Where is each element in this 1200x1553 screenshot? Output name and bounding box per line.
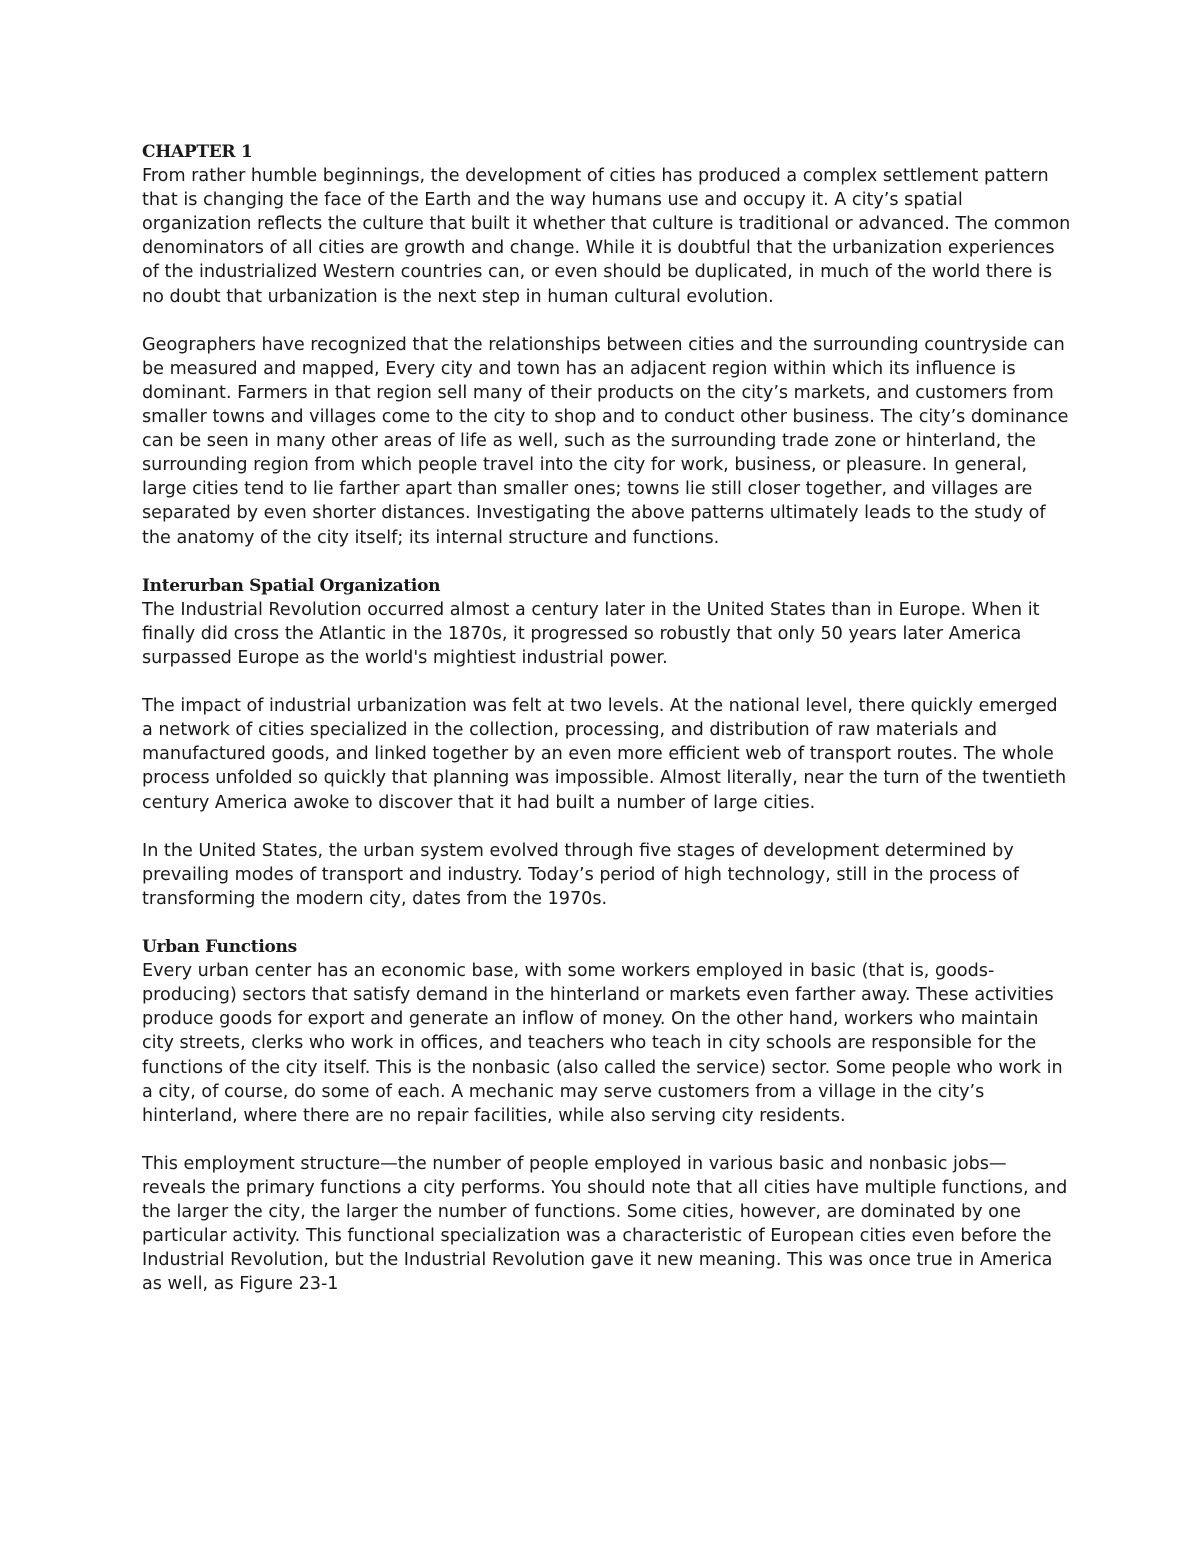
interurban-paragraph-1: The Industrial Revolution occurred almost a century later in the United States than in Europe. When it finally did cross the Atlantic in the 1870s, it progressed so robustly that only 50 years later America surpassed Europe as the world's mightiest industrial power. [142, 599, 1040, 668]
document-page [142, 140, 1072, 1321]
urban-functions-section [142, 935, 1072, 1296]
intro-paragraph-1: From rather humble beginnings, the development of cities has produced a complex settlement pattern that is changing the face of the Earth and the way humans use and occupy it. A city’s spatial organization reflects the culture that built it whether that culture is traditional or advanced. The common denominators of all cities are growth and change. While it is doubtful that the urbanization experiences of the industrialized Western countries can, or even should be duplicated, in much of the world there is no doubt that urbanization is the next step in human cultural evolution. [142, 166, 1071, 307]
urban-functions-paragraph-1: Every urban center has an economic base, with some workers employed in basic (that is, goods-producing) sectors that satisfy demand in the hinterland or markets even farther away. These activities produce goods for export and generate an inflow of money. On the other hand, workers who maintain city streets, clerks who work in offices, and teachers who teach in city schools are responsible for the functions of the city itself. This is the nonbasic (also called the service) sector. Some people who work in a city, of course, do some of each. A mechanic may serve customers from a village in the city’s hinterland, where there are no repair facilities, while also serving city residents. [142, 961, 1063, 1126]
chapter-section [142, 140, 1072, 550]
section-heading-interurban: Interurban Spatial Organization [142, 575, 441, 596]
interurban-section [142, 574, 1072, 911]
chapter-heading: CHAPTER 1 [142, 142, 253, 162]
interurban-paragraph-2: The impact of industrial urbanization was felt at two levels. At the national level, there quickly emerged a network of cities specialized in the collection, processing, and distribution of raw materials and manufactured goods, and linked together by an even more efficient web of transport routes. The whole process unfolded so quickly that planning was impossible. Almost literally, near the turn of the twentieth century America awoke to discover that it had built a number of large cities. [142, 696, 1067, 813]
urban-functions-paragraph-2: This employment structure—the number of people employed in various basic and nonbasic jobs— reveals the primary functions a city performs. You should note that all cities have multiple functions, and the larger the city, the larger the number of functions. Some cities, however, are dominated by one particular activity. This functional specialization was a characteristic of European cities even before the Industrial Revolution, but the Industrial Revolution gave it new meaning. This was once true in America as well, as Figure 23-1 [142, 1153, 1068, 1295]
interurban-paragraph-3: In the United States, the urban system evolved through five stages of development determined by prevailing modes of transport and industry. Today’s period of high technology, still in the process of transforming the modern city, dates from the 1970s. [142, 840, 1019, 909]
intro-paragraph-2: Geographers have recognized that the relationships between cities and the surrounding countryside can be measured and mapped, Every city and town has an adjacent region within which its influence is dominant. Farmers in that region sell many of their products on the city’s markets, and customers from smaller towns and villages come to the city to shop and to conduct other business. The city’s dominance can be seen in many other areas of life as well, such as the surrounding trade zone or hinterland, the surrounding region from which people travel into the city for work, business, or pleasure. In general, large cities tend to lie farther apart than smaller ones; towns lie still closer together, and villages are separated by even shorter distances. Investigating the above patterns ultimately leads to the study of the anatomy of the city itself; its internal structure and functions. [142, 334, 1069, 548]
section-heading-urban-functions: Urban Functions [142, 937, 297, 958]
